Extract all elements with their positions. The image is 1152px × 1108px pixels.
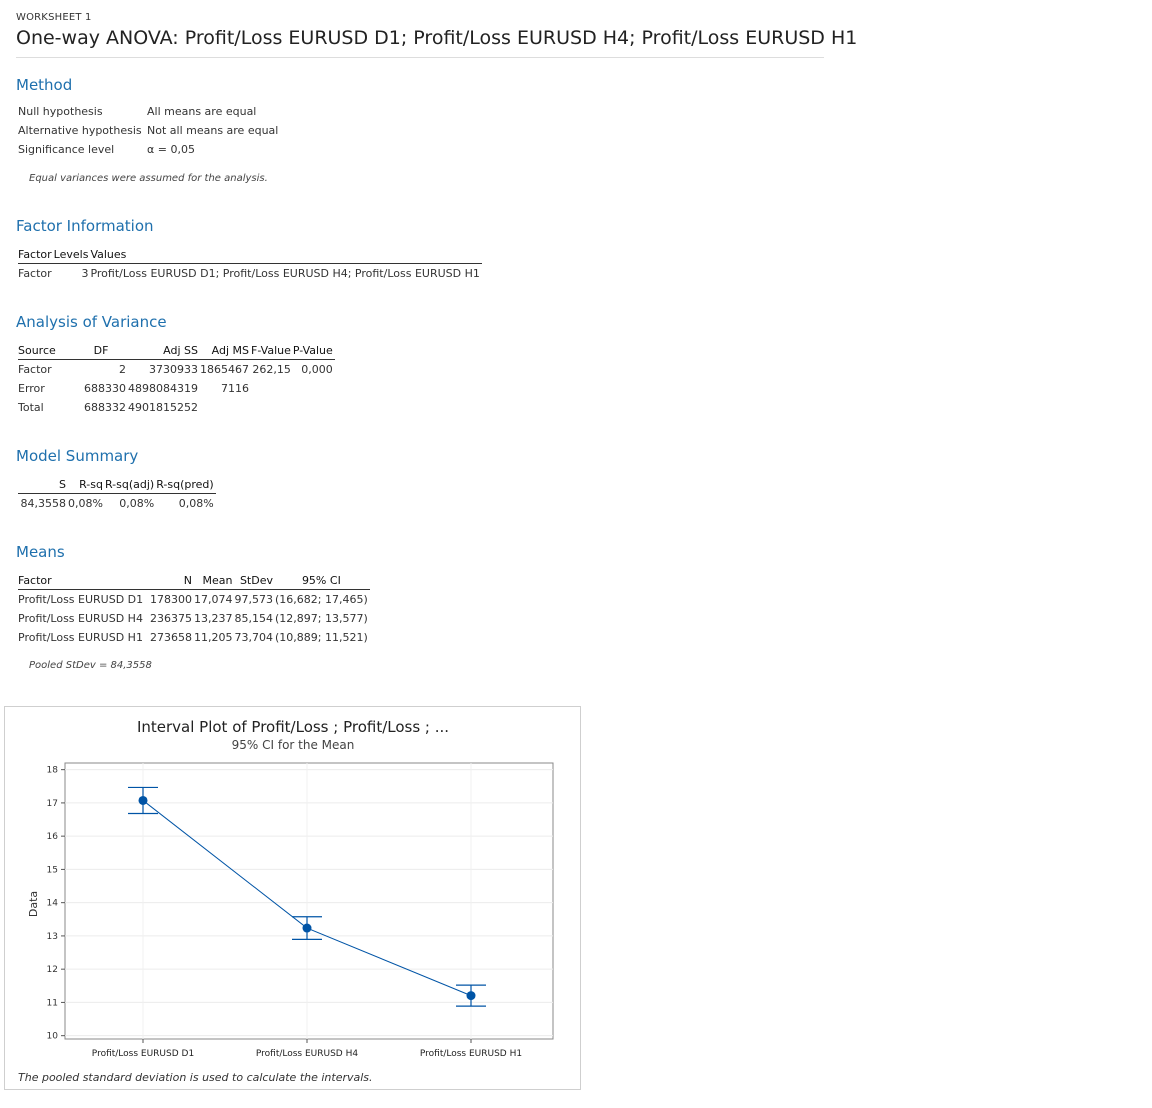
model-summary-heading: Model Summary <box>16 447 139 465</box>
y-axis-ticks <box>47 766 65 1042</box>
method-label: Null hypothesis <box>18 105 103 118</box>
table-row <box>18 609 370 628</box>
col-header: S <box>18 476 68 494</box>
col-header: R-sq <box>68 476 105 494</box>
table-cell <box>251 398 293 417</box>
col-header: Adj SS <box>128 342 200 360</box>
chart-footnote: The pooled standard deviation is used to calculate the intervals. <box>18 1071 373 1084</box>
table-cell: (16,682; 17,465) <box>275 593 368 606</box>
table-cell: 84,3558 <box>20 497 66 510</box>
table-cell: 97,573 <box>234 593 273 606</box>
plot-area <box>65 763 553 1039</box>
method-label: Significance level <box>18 143 115 156</box>
worksheet-header <box>16 10 858 58</box>
col-header: 95% CI <box>275 572 370 590</box>
factor-info-table <box>18 246 482 283</box>
col-header: P-Value <box>293 342 335 360</box>
chart-subtitle: 95% CI for the Mean <box>231 738 355 752</box>
method-row <box>18 102 282 121</box>
table-cell: 17,074 <box>194 593 233 606</box>
y-tick-label: 11 <box>46 998 58 1009</box>
y-tick-label: 18 <box>46 765 58 776</box>
table-row <box>18 628 370 647</box>
x-tick-label: Profit/Loss EURUSD D1 <box>91 1049 195 1059</box>
col-header: Values <box>90 246 481 264</box>
x-tick-label: Profit/Loss EURUSD H4 <box>255 1049 359 1059</box>
model-summary-table <box>18 476 216 513</box>
table-cell: Profit/Loss EURUSD D1 <box>18 593 144 606</box>
table-cell: 0,000 <box>301 363 333 376</box>
method-row <box>18 121 282 140</box>
table-cell: 73,704 <box>234 631 273 644</box>
pooled-stdev-note: Pooled StDev = 84,3558 <box>29 660 152 671</box>
col-header: Factor <box>18 572 150 590</box>
table-cell: 0,08% <box>68 497 103 510</box>
table-cell: 262,15 <box>252 363 291 376</box>
table-cell: Error <box>18 382 45 395</box>
y-tick-label: 15 <box>46 865 58 876</box>
col-header: R-sq(pred) <box>156 476 215 494</box>
x-tick-label: Profit/Loss EURUSD H1 <box>419 1049 523 1059</box>
table-cell: 688332 <box>84 401 126 414</box>
table-cell: 11,205 <box>194 631 233 644</box>
table-cell: 3730933 <box>149 363 198 376</box>
method-row <box>18 140 282 159</box>
method-heading: Method <box>16 76 73 94</box>
table-cell: Profit/Loss EURUSD H4 <box>18 612 143 625</box>
method-value: All means are equal <box>147 105 257 118</box>
table-cell: 13,237 <box>194 612 233 625</box>
y-tick-label: 10 <box>46 1031 58 1042</box>
col-header: DF <box>76 342 128 360</box>
col-header: StDev <box>235 572 276 590</box>
col-header: Levels <box>54 246 91 264</box>
chart-title: Interval Plot of Profit/Loss ; Profit/Loss ; ... <box>136 718 450 736</box>
table-row <box>18 590 370 610</box>
interval-plot-svg <box>5 707 580 1089</box>
table-cell: (10,889; 11,521) <box>275 631 368 644</box>
table-cell <box>293 379 335 398</box>
col-header: Factor <box>18 246 54 264</box>
worksheet-label: WORKSHEET 1 <box>16 12 92 23</box>
y-tick-label: 12 <box>46 965 58 976</box>
method-value: α = 0,05 <box>147 143 195 156</box>
table-cell: Factor <box>18 267 52 280</box>
table-cell: (12,897; 13,577) <box>275 612 368 625</box>
means-heading: Means <box>16 543 65 561</box>
table-cell: Profit/Loss EURUSD H1 <box>18 631 143 644</box>
table-cell: 1865467 <box>200 363 249 376</box>
table-row <box>18 494 216 514</box>
table-cell: 85,154 <box>234 612 273 625</box>
anova-heading: Analysis of Variance <box>16 313 167 331</box>
mean-point <box>467 991 476 1000</box>
table-cell: 4901815252 <box>128 401 198 414</box>
page-title: One-way ANOVA: Profit/Loss EURUSD D1; Profit/Loss EURUSD H4; Profit/Loss EURUSD H1 <box>16 27 824 58</box>
mean-point <box>303 924 312 933</box>
table-cell: 7116 <box>221 382 249 395</box>
table-row <box>18 398 335 417</box>
y-tick-label: 13 <box>46 931 58 942</box>
method-label: Alternative hypothesis <box>18 124 142 137</box>
col-header: R-sq(adj) <box>105 476 156 494</box>
y-tick-label: 14 <box>46 898 58 909</box>
method-value: Not all means are equal <box>147 124 279 137</box>
table-row <box>18 264 482 284</box>
y-axis-label: Data <box>27 890 40 918</box>
table-row <box>18 379 335 398</box>
table-cell: Factor <box>18 363 52 376</box>
table-cell <box>251 379 293 398</box>
table-cell: 0,08% <box>178 497 214 510</box>
col-header: F-Value <box>251 342 293 360</box>
col-header: Mean <box>194 572 235 590</box>
y-tick-label: 16 <box>46 832 58 843</box>
x-axis-ticks <box>92 1039 522 1059</box>
col-header: Source <box>18 342 76 360</box>
mean-point <box>139 796 148 805</box>
y-tick-label: 17 <box>46 798 58 809</box>
anova-table <box>18 342 335 417</box>
table-row <box>18 360 335 380</box>
table-cell <box>293 398 335 417</box>
table-cell: Total <box>18 401 44 414</box>
table-cell: Profit/Loss EURUSD D1; Profit/Loss EURUSD H4; Profit/Loss EURUSD H1 <box>90 267 480 280</box>
col-header: Adj MS <box>200 342 251 360</box>
method-table <box>18 102 282 159</box>
table-cell: 236375 <box>150 612 192 625</box>
interval-plot <box>4 706 581 1090</box>
col-header: N <box>150 572 194 590</box>
factor-info-heading: Factor Information <box>16 217 154 235</box>
table-cell: 273658 <box>150 631 192 644</box>
table-cell: 3 <box>81 267 89 280</box>
table-cell: 4898084319 <box>128 382 198 395</box>
table-cell: 0,08% <box>119 497 155 510</box>
means-table <box>18 572 370 647</box>
method-note: Equal variances were assumed for the analysis. <box>29 173 268 184</box>
table-cell: 688330 <box>84 382 126 395</box>
table-cell <box>200 398 251 417</box>
table-cell: 178300 <box>150 593 192 606</box>
table-cell: 2 <box>119 363 126 376</box>
